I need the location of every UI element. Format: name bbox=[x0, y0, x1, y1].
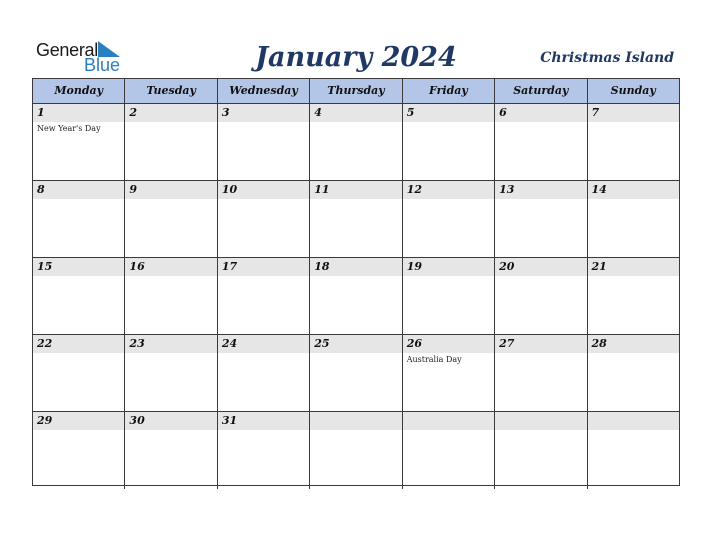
day-cell bbox=[309, 335, 401, 411]
weeks-container bbox=[33, 104, 679, 489]
day-number: 31 bbox=[221, 414, 238, 427]
day-number: 22 bbox=[37, 337, 53, 350]
day-number: 1 bbox=[37, 106, 45, 119]
day-cell bbox=[33, 181, 124, 257]
week-row bbox=[33, 412, 679, 489]
day-cell bbox=[309, 258, 401, 334]
day-cell bbox=[309, 412, 401, 489]
day-number: 25 bbox=[314, 337, 330, 350]
day-number: 8 bbox=[37, 183, 45, 196]
day-cell bbox=[217, 104, 309, 180]
day-cell bbox=[124, 181, 216, 257]
calendar-title: January 2024 bbox=[255, 42, 457, 73]
day-cell bbox=[587, 258, 679, 334]
day-number-strip bbox=[495, 104, 586, 122]
day-number: 20 bbox=[499, 260, 515, 273]
day-number-strip bbox=[33, 181, 124, 199]
day-number: 12 bbox=[406, 183, 422, 196]
generalblue-logo bbox=[36, 40, 136, 74]
day-cell bbox=[402, 181, 494, 257]
day-number: 24 bbox=[221, 337, 238, 350]
day-cell bbox=[402, 258, 494, 334]
day-cell bbox=[494, 181, 586, 257]
day-cell bbox=[587, 181, 679, 257]
day-number: 11 bbox=[314, 183, 330, 196]
day-number-strip bbox=[218, 104, 309, 122]
day-number: 4 bbox=[314, 106, 322, 119]
day-cell bbox=[33, 258, 124, 334]
logo-word-blue: Blue bbox=[84, 55, 121, 75]
day-number: 10 bbox=[221, 183, 238, 196]
day-cell bbox=[33, 335, 124, 411]
region-name: Christmas Island bbox=[540, 50, 674, 66]
week-row bbox=[33, 104, 679, 181]
calendar-grid bbox=[32, 78, 680, 486]
week-row bbox=[33, 258, 679, 335]
logo-word-general: General bbox=[36, 40, 98, 60]
day-cell bbox=[124, 258, 216, 334]
day-number-strip bbox=[125, 104, 216, 122]
day-number: 26 bbox=[406, 337, 422, 350]
day-cell bbox=[587, 335, 679, 411]
day-number-strip bbox=[310, 104, 401, 122]
day-number: 21 bbox=[591, 260, 607, 273]
day-number: 29 bbox=[37, 414, 53, 427]
day-number: 27 bbox=[499, 337, 515, 350]
day-number: 14 bbox=[591, 183, 607, 196]
weekday-monday: Monday bbox=[54, 84, 104, 97]
day-number: 18 bbox=[314, 260, 330, 273]
day-cell bbox=[587, 104, 679, 180]
weekday-saturday: Saturday bbox=[494, 79, 586, 103]
day-number-strip bbox=[588, 412, 679, 430]
day-number: 30 bbox=[129, 414, 145, 427]
weekday-friday: Friday bbox=[402, 79, 494, 103]
day-cell bbox=[402, 335, 494, 411]
day-number: 15 bbox=[37, 260, 53, 273]
day-number-strip bbox=[588, 104, 679, 122]
day-number: 13 bbox=[499, 183, 515, 196]
day-number: 9 bbox=[129, 183, 138, 196]
day-number: 7 bbox=[591, 106, 600, 119]
day-cell bbox=[587, 412, 679, 489]
day-cell bbox=[33, 104, 124, 180]
day-cell bbox=[309, 104, 401, 180]
day-number-strip bbox=[310, 412, 401, 430]
weekday-sunday: Sunday bbox=[587, 79, 679, 103]
weekday-tuesday: Tuesday bbox=[124, 79, 216, 103]
day-cell bbox=[494, 104, 586, 180]
day-number: 5 bbox=[406, 106, 415, 119]
day-number-strip bbox=[403, 412, 494, 430]
day-number-strip bbox=[403, 104, 494, 122]
weekday-header bbox=[33, 79, 679, 104]
day-cell bbox=[217, 258, 309, 334]
day-cell bbox=[402, 412, 494, 489]
holiday-label: Australia Day bbox=[406, 355, 462, 364]
day-number-strip bbox=[33, 104, 124, 122]
day-number: 17 bbox=[221, 260, 238, 273]
day-cell bbox=[33, 412, 124, 489]
day-cell bbox=[309, 181, 401, 257]
day-number: 19 bbox=[406, 260, 422, 273]
day-cell bbox=[494, 412, 586, 489]
day-cell bbox=[494, 335, 586, 411]
day-number: 28 bbox=[591, 337, 607, 350]
day-cell bbox=[217, 412, 309, 489]
day-number: 23 bbox=[129, 337, 145, 350]
day-number: 6 bbox=[499, 106, 507, 119]
weekday-thursday: Thursday bbox=[309, 79, 401, 103]
week-row bbox=[33, 181, 679, 258]
day-number: 16 bbox=[129, 260, 145, 273]
holiday-label: New Year's Day bbox=[37, 124, 101, 133]
day-cell bbox=[124, 104, 216, 180]
week-row bbox=[33, 335, 679, 412]
day-cell bbox=[217, 335, 309, 411]
day-number: 3 bbox=[221, 106, 230, 119]
day-number-strip bbox=[125, 181, 216, 199]
day-number-strip bbox=[495, 412, 586, 430]
day-number: 2 bbox=[129, 106, 138, 119]
day-cell bbox=[494, 258, 586, 334]
day-cell bbox=[402, 104, 494, 180]
day-cell bbox=[217, 181, 309, 257]
weekday-wednesday: Wednesday bbox=[217, 79, 309, 103]
day-cell bbox=[124, 335, 216, 411]
day-cell bbox=[124, 412, 216, 489]
